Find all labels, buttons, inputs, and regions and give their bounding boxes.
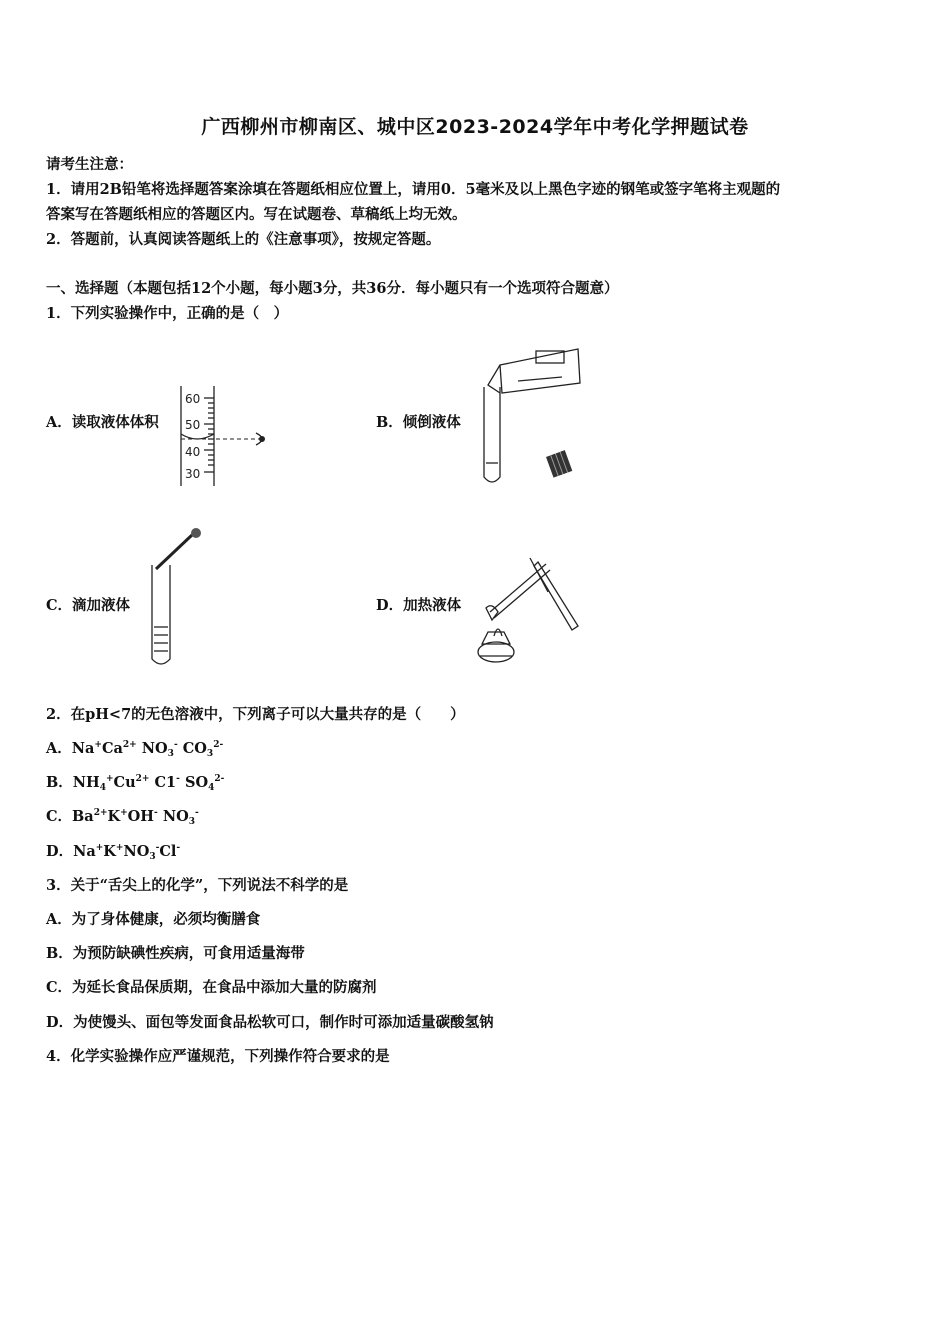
heating-liquid-figure bbox=[472, 552, 587, 670]
q1-stem: 1．下列实验操作中，正确的是（ ） bbox=[46, 305, 289, 322]
scale-label-40: 40 bbox=[185, 445, 201, 459]
ion: Na bbox=[71, 740, 95, 757]
ion-subscript: 3 bbox=[149, 852, 156, 862]
ion-charge: + bbox=[95, 843, 104, 853]
dropper-figure bbox=[146, 525, 216, 670]
ion-charge: + bbox=[115, 843, 124, 853]
ion-charge: - bbox=[155, 843, 160, 853]
q2-option-a[interactable] bbox=[46, 737, 223, 758]
q4-stem: 4．化学实验操作应严谨规范，下列操作符合要求的是 bbox=[46, 1048, 390, 1065]
q1-option-a[interactable]: A．读取液体体积 bbox=[46, 414, 159, 431]
section-heading: 一、选择题（本题包括12个小题，每小题3分，共36分．每小题只有一个选项符合题意） bbox=[46, 280, 619, 297]
ion-charge: 2+ bbox=[135, 774, 150, 784]
ion-charge: + bbox=[94, 740, 102, 750]
notice-heading: 请考生注意： bbox=[46, 156, 133, 173]
q2-stem: 2．在pH<7的无色溶液中，下列离子可以大量共存的是（ ） bbox=[46, 706, 465, 723]
ion-subscript: 3 bbox=[206, 749, 214, 759]
option-label: D． bbox=[46, 843, 74, 860]
ion: Ca bbox=[101, 740, 123, 757]
ion-charge: 2+ bbox=[122, 740, 137, 750]
ion-subscript: 4 bbox=[208, 783, 215, 793]
pouring-liquid-figure bbox=[478, 345, 588, 490]
ion: K bbox=[107, 808, 121, 825]
ion: NH bbox=[72, 774, 100, 791]
ion: Cl bbox=[159, 843, 177, 860]
ion-subscript: 3 bbox=[167, 749, 174, 759]
option-label: A． bbox=[46, 740, 72, 757]
ion-charge: - bbox=[176, 774, 180, 784]
notice-line1a: 1．请用2B铅笔将选择题答案涂填在答题纸相应位置上，请用0．5毫米及以上黑色字迹的钢笔或签字笔将主观题的 bbox=[46, 181, 781, 198]
notice-line2: 2．答题前，认真阅读答题纸上的《注意事项》，按规定答题。 bbox=[46, 231, 441, 248]
ion-charge: 2- bbox=[213, 740, 224, 750]
scale-label-30: 30 bbox=[185, 467, 201, 481]
q3-option-b[interactable]: B．为预防缺碘性疾病，可食用适量海带 bbox=[46, 945, 305, 962]
ion: K bbox=[103, 843, 116, 860]
ion: NO bbox=[162, 808, 189, 825]
q1-option-b[interactable]: B．倾倒液体 bbox=[376, 414, 461, 431]
ion-charge: - bbox=[173, 740, 178, 750]
q1-option-d[interactable]: D．加热液体 bbox=[376, 597, 462, 614]
q3-option-d[interactable]: D．为使馒头、面包等发面食品松软可口，制作时可添加适量碳酸氢钠 bbox=[46, 1014, 494, 1031]
ion: NO bbox=[141, 740, 168, 757]
ion-subscript: 4 bbox=[99, 783, 106, 793]
ion-charge: 2- bbox=[214, 774, 225, 784]
ion: Ba bbox=[72, 808, 94, 825]
ion: OH bbox=[127, 808, 155, 825]
ion-charge: + bbox=[106, 774, 114, 784]
ion: CO bbox=[182, 740, 207, 757]
ion-charge: - bbox=[194, 808, 199, 818]
graduated-cylinder-figure bbox=[176, 384, 276, 488]
ion: NO bbox=[123, 843, 150, 860]
ion: Na bbox=[73, 843, 96, 860]
option-label: B． bbox=[46, 774, 73, 791]
ion-charge: - bbox=[176, 843, 181, 853]
page-title: 广西柳州市柳南区、城中区2023-2024学年中考化学押题试卷 bbox=[201, 116, 749, 138]
ion-charge: + bbox=[120, 808, 128, 818]
ion-charge: 2+ bbox=[93, 808, 108, 818]
q3-option-a[interactable]: A．为了身体健康，必须均衡膳食 bbox=[46, 911, 261, 928]
q2-option-c[interactable] bbox=[46, 805, 199, 826]
q1-option-c[interactable]: C．滴加液体 bbox=[46, 597, 131, 614]
q3-option-c[interactable]: C．为延长食品保质期，在食品中添加大量的防腐剂 bbox=[46, 979, 377, 996]
scale-label-60: 60 bbox=[185, 392, 201, 406]
ion: Cu bbox=[113, 774, 136, 791]
q3-stem: 3．关于“舌尖上的化学”，下列说法不科学的是 bbox=[46, 877, 349, 894]
bottle-stopper-icon bbox=[546, 450, 572, 478]
ion: SO bbox=[184, 774, 209, 791]
scale-label-50: 50 bbox=[185, 418, 201, 432]
q2-option-b[interactable] bbox=[46, 771, 224, 792]
ion: C1 bbox=[154, 774, 177, 791]
option-label: C． bbox=[46, 808, 73, 825]
q2-option-d[interactable] bbox=[46, 840, 180, 861]
ion-charge: - bbox=[154, 808, 158, 818]
ion-subscript: 3 bbox=[188, 817, 195, 827]
notice-line1b: 答案写在答题纸相应的答题区内。写在试题卷、草稿纸上均无效。 bbox=[46, 206, 467, 223]
